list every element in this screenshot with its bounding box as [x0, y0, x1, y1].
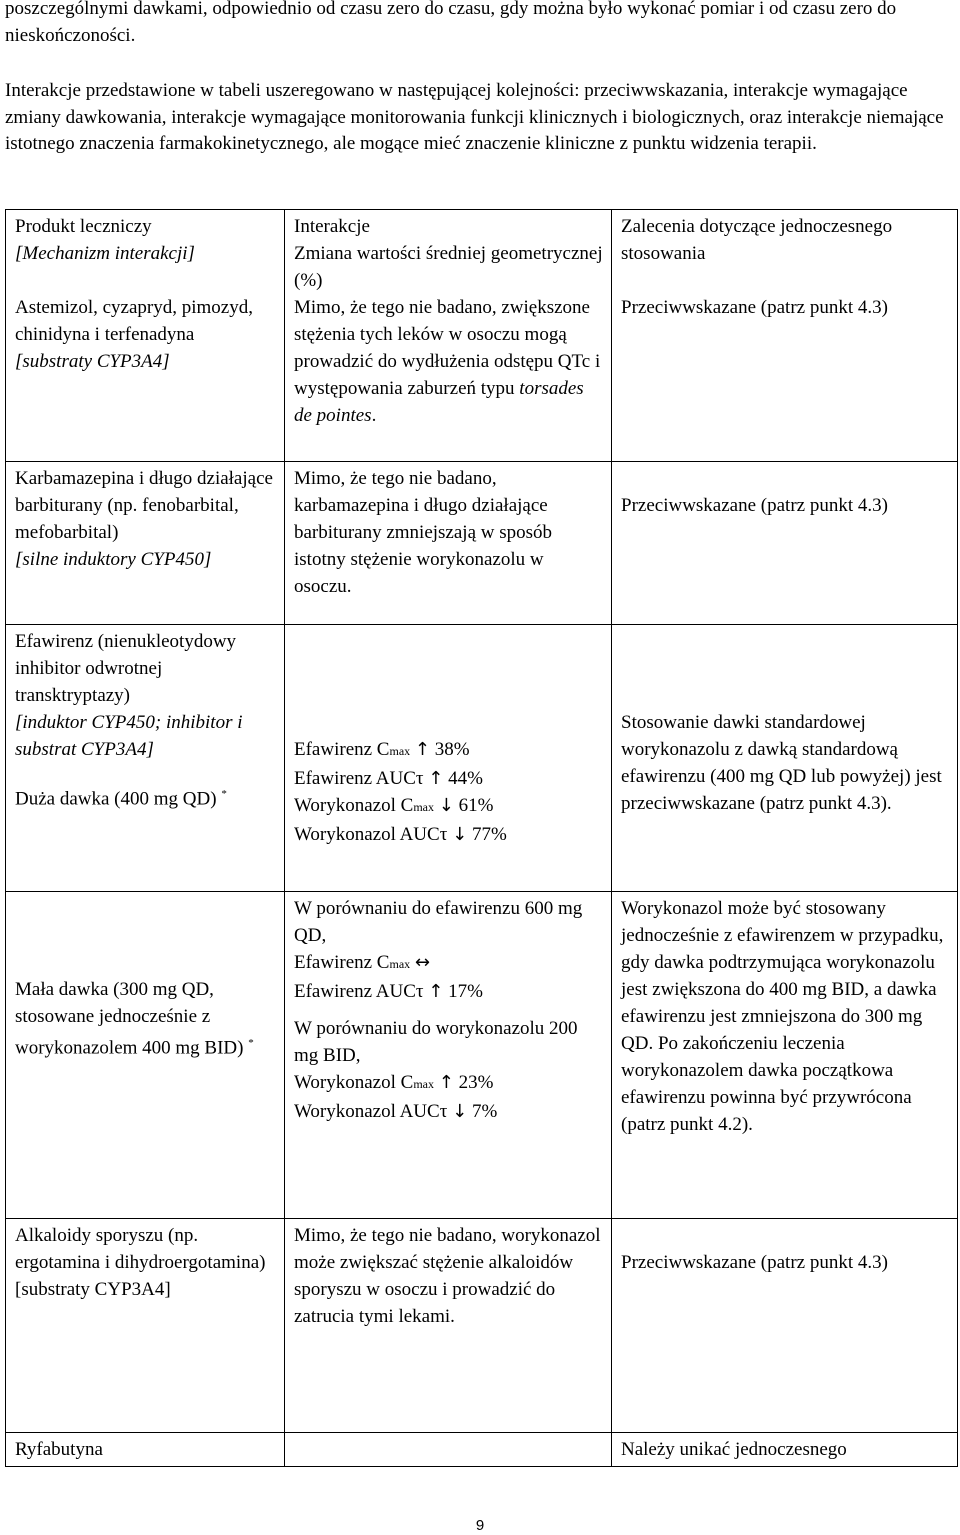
pk-line: Efawirenz Cmax ↔	[294, 952, 430, 973]
change-arrow-icon: ↑	[428, 981, 444, 1002]
drug-mechanism: [induktor CYP450; inhibitor i substrat CYP3A4]	[15, 712, 243, 760]
drug-mechanism: [silne induktory CYP450]	[15, 549, 212, 570]
interaction-text: Mimo, że tego nie badano, zwiększone stężenia tych leków w osoczu mogą prowadzić do wydłużenia odstępu QTc i występowania zaburzeń typu torsades de pointes.	[294, 297, 601, 426]
cell-recommendation-alkaloidy	[612, 1219, 958, 1433]
table-row-header-astemizol	[6, 210, 958, 462]
recommendation-text: Stosowanie dawki standardowej worykonazolu z dawką standardową efawirenzu (400 mg QD lub powyżej) jest przeciwwskazane (patrz punkt 4.3).	[621, 712, 942, 814]
cell-drug-karbamazepina	[6, 462, 285, 625]
table-row-ryfabutyna	[6, 1433, 958, 1467]
cell-drug-efawirenz	[6, 625, 285, 892]
table-row-karbamazepina	[6, 462, 958, 625]
pk-values	[294, 1069, 603, 1125]
cell-drug-ryfabutyna	[6, 1433, 285, 1467]
cell-recommendation-efawirenz-low	[612, 892, 958, 1219]
cell-recommendation-efawirenz-high	[612, 625, 958, 892]
recommendation-text: Należy unikać jednoczesnego	[621, 1439, 847, 1460]
comparison-intro: W porównaniu do efawirenzu 600 mg QD,	[294, 898, 583, 946]
interaction-text: Mimo, że tego nie badano, worykonazol może zwiększać stężenie alkaloidów sporyszu w osoczu i prowadzić do zatrucia tymi lekami.	[294, 1225, 601, 1327]
drug-dose: Mała dawka (300 mg QD, stosowane jednocześnie z worykonazolem 400 mg BID) *	[15, 979, 254, 1059]
pk-line: Worykonazol AUCτ ↓ 7%	[294, 1101, 498, 1122]
drug-name: Astemizol, cyzapryd, pimozyd, chinidyna i terfenadyna	[15, 297, 253, 345]
drug-name: Karbamazepina i długo działające barbiturany (np. fenobarbital, mefobarbital)	[15, 468, 273, 543]
pk-line: Worykonazol Cmax ↓ 61%	[294, 795, 494, 816]
header-interactions: Interakcje	[294, 216, 370, 237]
drug-mechanism: [substraty CYP3A4]	[15, 351, 170, 372]
recommendation-text: Przeciwwskazane (patrz punkt 4.3)	[621, 1252, 888, 1273]
drug-name: Ryfabutyna	[15, 1439, 103, 1460]
pk-line: Efawirenz AUCτ ↑ 17%	[294, 981, 483, 1002]
header-mechanism: [Mechanizm interakcji]	[15, 243, 195, 264]
pk-values	[294, 736, 603, 848]
cell-recommendation-ryfabutyna	[612, 1433, 958, 1467]
cell-interaction-astemizol	[285, 210, 612, 462]
cell-drug-alkaloidy	[6, 1219, 285, 1433]
change-arrow-icon: ↔	[414, 952, 430, 973]
change-arrow-icon: ↓	[452, 824, 468, 845]
drug-name: Alkaloidy sporyszu (np. ergotamina i dihydroergotamina) [substraty CYP3A4]	[15, 1225, 266, 1300]
cell-interaction-efawirenz-high	[285, 625, 612, 892]
table-row-efawirenz-high	[6, 625, 958, 892]
comparison-intro: W porównaniu do worykonazolu 200 mg BID,	[294, 1018, 578, 1066]
cell-recommendation-astemizol	[612, 210, 958, 462]
change-arrow-icon: ↑	[428, 768, 444, 789]
change-arrow-icon: ↓	[452, 1101, 468, 1122]
cell-drug-astemizol	[6, 210, 285, 462]
table-row-alkaloidy	[6, 1219, 958, 1433]
cell-interaction-karbamazepina	[285, 462, 612, 625]
pk-line: Efawirenz Cmax ↑ 38%	[294, 739, 470, 760]
cell-interaction-efawirenz-low	[285, 892, 612, 1219]
interactions-table	[5, 209, 958, 1467]
header-product: Produkt leczniczy	[15, 216, 152, 237]
table-row-efawirenz-low	[6, 892, 958, 1219]
header-change: Zmiana wartości średniej geometrycznej (%)	[294, 243, 603, 291]
pk-line: Worykonazol Cmax ↑ 23%	[294, 1072, 494, 1093]
interaction-text: Mimo, że tego nie badano, karbamazepina i długo działające barbiturany zmniejszają w sposób istotny stężenie worykonazolu w osoczu.	[294, 468, 553, 597]
pk-line: Efawirenz AUCτ ↑ 44%	[294, 768, 483, 789]
intro-paragraph-1: poszczególnymi dawkami, odpowiednio od czasu zero do czasu, gdy można było wykonać pomiar i od czasu zero do nieskończoności.	[5, 0, 897, 46]
change-arrow-icon: ↓	[438, 795, 454, 816]
pk-values	[294, 949, 603, 1005]
recommendation-text: Przeciwwskazane (patrz punkt 4.3)	[621, 495, 888, 516]
page-number: 9	[475, 1517, 485, 1534]
cell-interaction-ryfabutyna	[285, 1433, 612, 1467]
recommendation-text: Przeciwwskazane (patrz punkt 4.3)	[621, 297, 888, 318]
pk-line: Worykonazol AUCτ ↓ 77%	[294, 824, 507, 845]
intro-paragraph-2: Interakcje przedstawione w tabeli uszeregowano w następującej kolejności: przeciwwskazania, interakcje wymagające zmiany dawkowania, interakcje wymagające monitorowania funkcji klinicznych i biologicznych, oraz interakcje niemające istotnego znaczenia farmakokinetycznego, ale mogące mieć znaczenie kliniczne z punktu widzenia terapii.	[5, 80, 944, 154]
cell-recommendation-karbamazepina	[612, 462, 958, 625]
header-recommendations: Zalecenia dotyczące jednoczesnego stosowania	[621, 216, 893, 264]
change-arrow-icon: ↑	[414, 739, 430, 760]
drug-dose: Duża dawka (400 mg QD) *	[15, 788, 227, 810]
change-arrow-icon: ↑	[438, 1072, 454, 1093]
recommendation-text: Worykonazol może być stosowany jednocześnie z efawirenzem w przypadku, gdy dawka podtrzymująca worykonazolu jest zwiększona do 400 mg BID, a dawka efawirenzu jest zmniejszona do 300 mg QD. Po zakończeniu leczenia worykonazolem dawka początkowa efawirenzu powinna być przywrócona (patrz punkt 4.2).	[621, 898, 944, 1135]
drug-name: Efawirenz (nienukleotydowy inhibitor odwrotnej transktryptazy)	[15, 631, 237, 706]
cell-interaction-alkaloidy	[285, 1219, 612, 1433]
cell-drug-efawirenz-low	[6, 892, 285, 1219]
